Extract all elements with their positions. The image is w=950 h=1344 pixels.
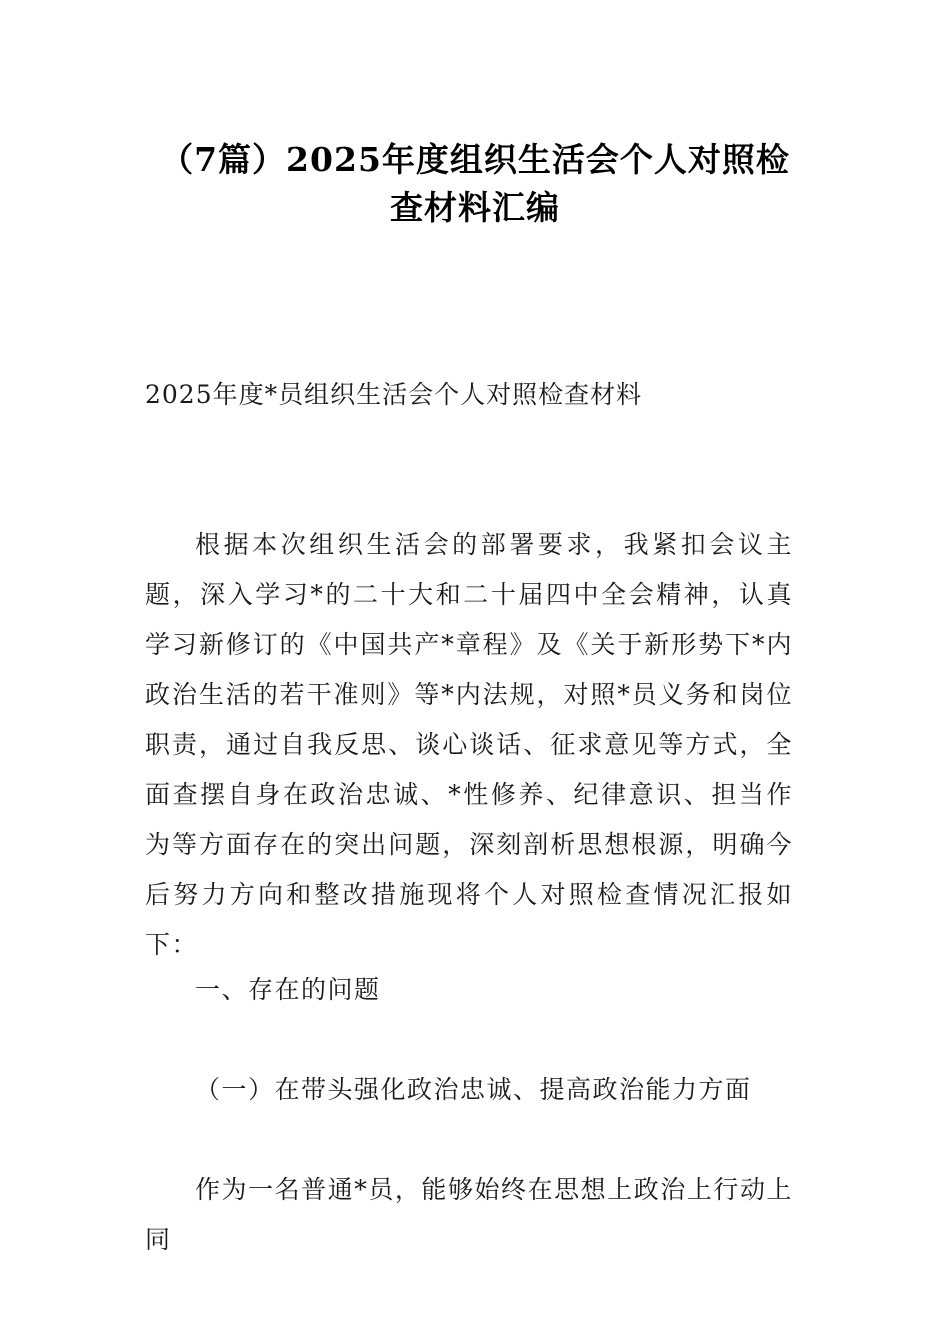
document-title: （7篇）2025年度组织生活会个人对照检查材料汇编	[160, 140, 790, 227]
section-heading-problems: 一、存在的问题	[195, 975, 381, 1004]
document-subtitle: 2025年度*员组织生活会个人对照检查材料	[145, 380, 643, 409]
subsection-heading-political-loyalty: （一）在带头强化政治忠诚、提高政治能力方面	[195, 1075, 752, 1104]
body-paragraph: 作为一名普通*员，能够始终在思想上政治上行动上同	[145, 1175, 793, 1254]
intro-paragraph: 根据本次组织生活会的部署要求，我紧扣会议主题，深入学习*的二十大和二十届四中全会精神，认真学习新修订的《中国共产*章程》及《关于新形势下*内政治生活的若干准则》等*内法规，对照*员义务和岗位职责，通过自我反思、谈心谈话、征求意见等方式，全面查摆自身在政治忠诚、*性修养、纪律意识、担当作为等方面存在的突出问题，深刻剖析思想根源，明确今后努力方向和整改措施现将个人对照检查情况汇报如下：	[145, 530, 793, 959]
